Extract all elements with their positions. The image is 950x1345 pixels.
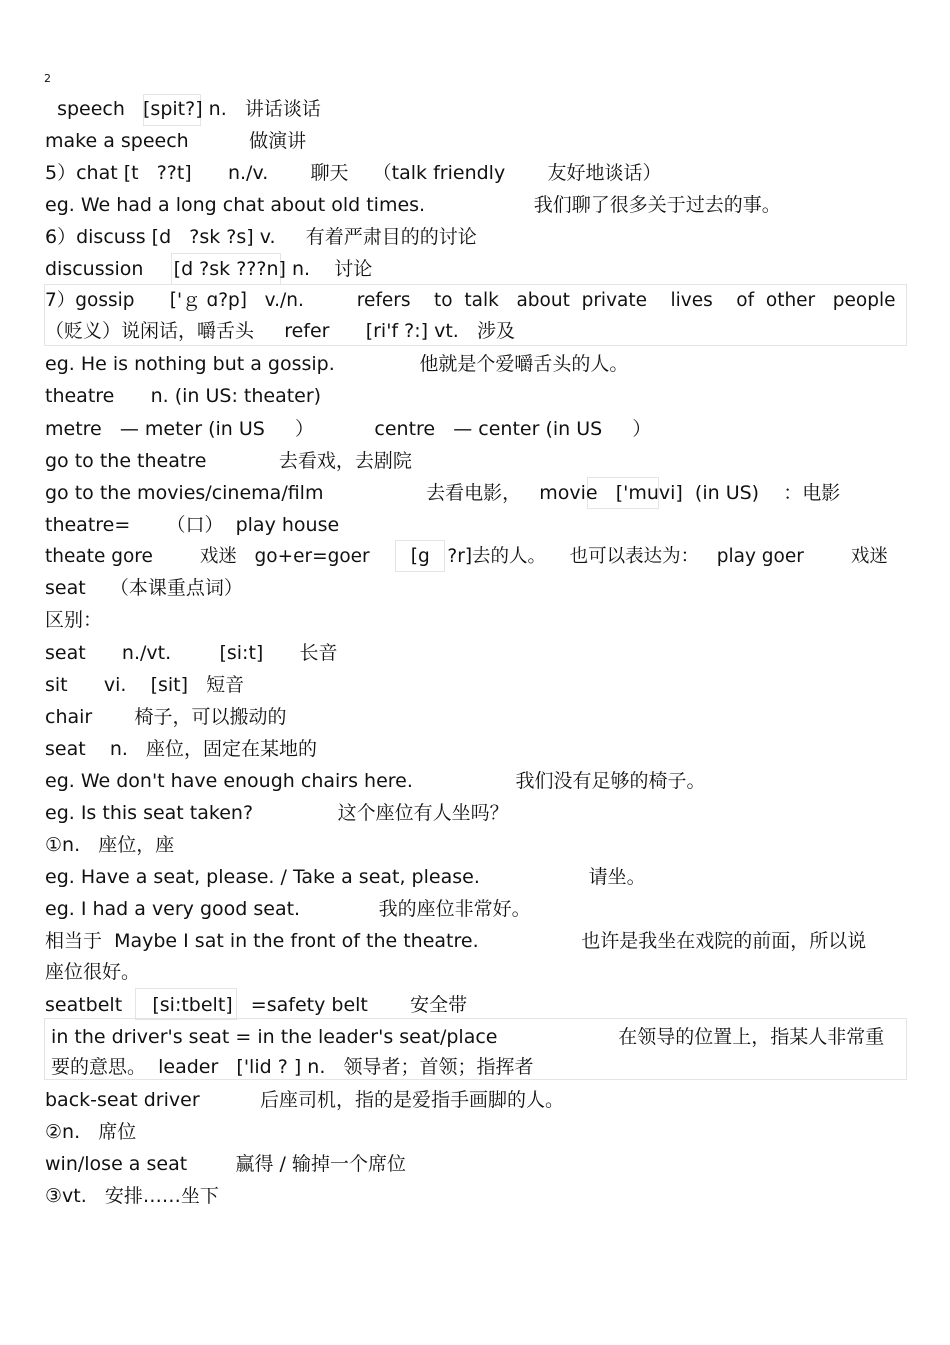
text-line xyxy=(45,1084,564,1116)
text-line xyxy=(45,477,840,509)
text-line xyxy=(45,348,628,380)
line-text: win/lose a seat 赢得 / 输掉一个席位 xyxy=(45,1153,406,1175)
line-text: ①n. 座位，座 xyxy=(45,834,175,856)
text-line xyxy=(45,253,372,285)
line-text: in the driver's seat = in the leader's seat/place 在领导的位置上，指某人非常重 xyxy=(45,1026,885,1048)
text-line xyxy=(45,93,321,125)
line-text: go to the theatre 去看戏，去剧院 xyxy=(45,450,412,472)
text-line xyxy=(45,1180,219,1212)
text-line xyxy=(45,125,306,157)
line-text: eg. Is this seat taken? 这个座位有人坐吗？ xyxy=(45,802,509,824)
line-text: theate gore 戏迷 go+er=goer [g ?r]去的人。 也可以表达为： play goer 戏迷 xyxy=(45,546,888,567)
line-text: theatre n. (in US: theater) xyxy=(45,385,322,407)
text-line xyxy=(45,1051,533,1083)
text-line xyxy=(45,829,174,861)
line-text: （贬义）说闲话，嚼舌头 refer [ri'f ?:] vt. 涉及 xyxy=(45,320,515,342)
line-text: 5）chat [t ??t] n./v. 聊天 （talk friendly 友好地谈话） xyxy=(45,162,662,184)
line-text: make a speech 做演讲 xyxy=(45,130,307,152)
line-text: go to the movies/cinema/film 去看电影， movie ['muvi] (in US) ：电影 xyxy=(45,482,841,504)
text-line xyxy=(45,509,339,541)
text-line xyxy=(45,413,651,445)
text-line xyxy=(45,157,661,189)
line-text: eg. He is nothing but a gossip. 他就是个爱嚼舌头的人。 xyxy=(45,353,629,375)
text-line xyxy=(45,189,781,221)
line-text: chair 椅子，可以搬动的 xyxy=(45,706,287,728)
line-text: sit vi. [sit] 短音 xyxy=(45,674,245,696)
line-text: 区别： xyxy=(45,609,103,631)
line-text: ③vt. 安排……坐下 xyxy=(45,1185,219,1207)
line-text: eg. I had a very good seat. 我的座位非常好。 xyxy=(45,898,531,920)
text-line xyxy=(45,765,706,797)
text-line xyxy=(45,221,477,253)
line-text: eg. We had a long chat about old times. 我们聊了很多关于过去的事。 xyxy=(45,194,781,216)
line-text: speech [spit?] n. 讲话谈话 xyxy=(45,98,321,120)
line-text: eg. We don't have enough chairs here. 我们没有足够的椅子。 xyxy=(45,770,706,792)
line-text: theatre= （口） play house xyxy=(45,514,340,536)
text-line xyxy=(45,1116,136,1148)
line-text: ②n. 席位 xyxy=(45,1121,137,1143)
text-line xyxy=(45,1148,406,1180)
text-line xyxy=(45,701,287,733)
line-text: eg. Have a seat, please. / Take a seat, please. 请坐。 xyxy=(45,866,646,888)
line-text: seat n. 座位，固定在某地的 xyxy=(45,738,318,760)
line-text: 座位很好。 xyxy=(45,961,141,983)
line-text: 6）discuss [d ?sk ?s] v. 有着严肃目的的讨论 xyxy=(45,226,477,248)
text-line xyxy=(45,285,896,317)
text-line xyxy=(45,1021,884,1053)
line-text: 7）gossip ['ｇ ɑ?p] v./n. refers to talk about private lives of other people xyxy=(45,290,896,311)
text-line xyxy=(45,604,102,636)
text-line xyxy=(45,445,412,477)
text-line xyxy=(45,925,866,957)
line-text: 相当于 Maybe I sat in the front of the theatre. 也许是我坐在戏院的前面，所以说 xyxy=(45,930,867,952)
text-line xyxy=(45,637,338,669)
text-line xyxy=(45,315,515,347)
line-text: 要的意思。 leader ['lid ? ] n. 领导者；首领；指挥者 xyxy=(45,1056,534,1078)
text-line xyxy=(45,893,531,925)
line-text: metre — meter (in US ） centre — center (in US ） xyxy=(45,418,652,440)
page-number: 2 xyxy=(44,72,51,85)
line-text: seat （本课重点词） xyxy=(45,577,243,599)
text-line xyxy=(45,956,140,988)
line-text: back-seat driver 后座司机，指的是爱指手画脚的人。 xyxy=(45,1089,565,1111)
line-text: seatbelt [si:tbelt] =safety belt 安全带 xyxy=(45,994,468,1016)
text-line xyxy=(45,572,243,604)
line-text: discussion [d ?sk ???n] n. 讨论 xyxy=(45,258,373,280)
line-text: seat n./vt. [si:t] 长音 xyxy=(45,642,338,664)
text-line xyxy=(45,797,509,829)
text-line xyxy=(45,733,317,765)
text-line xyxy=(45,861,646,893)
text-line xyxy=(45,380,321,412)
text-line xyxy=(45,989,467,1021)
text-line xyxy=(45,669,244,701)
text-line xyxy=(45,541,888,573)
